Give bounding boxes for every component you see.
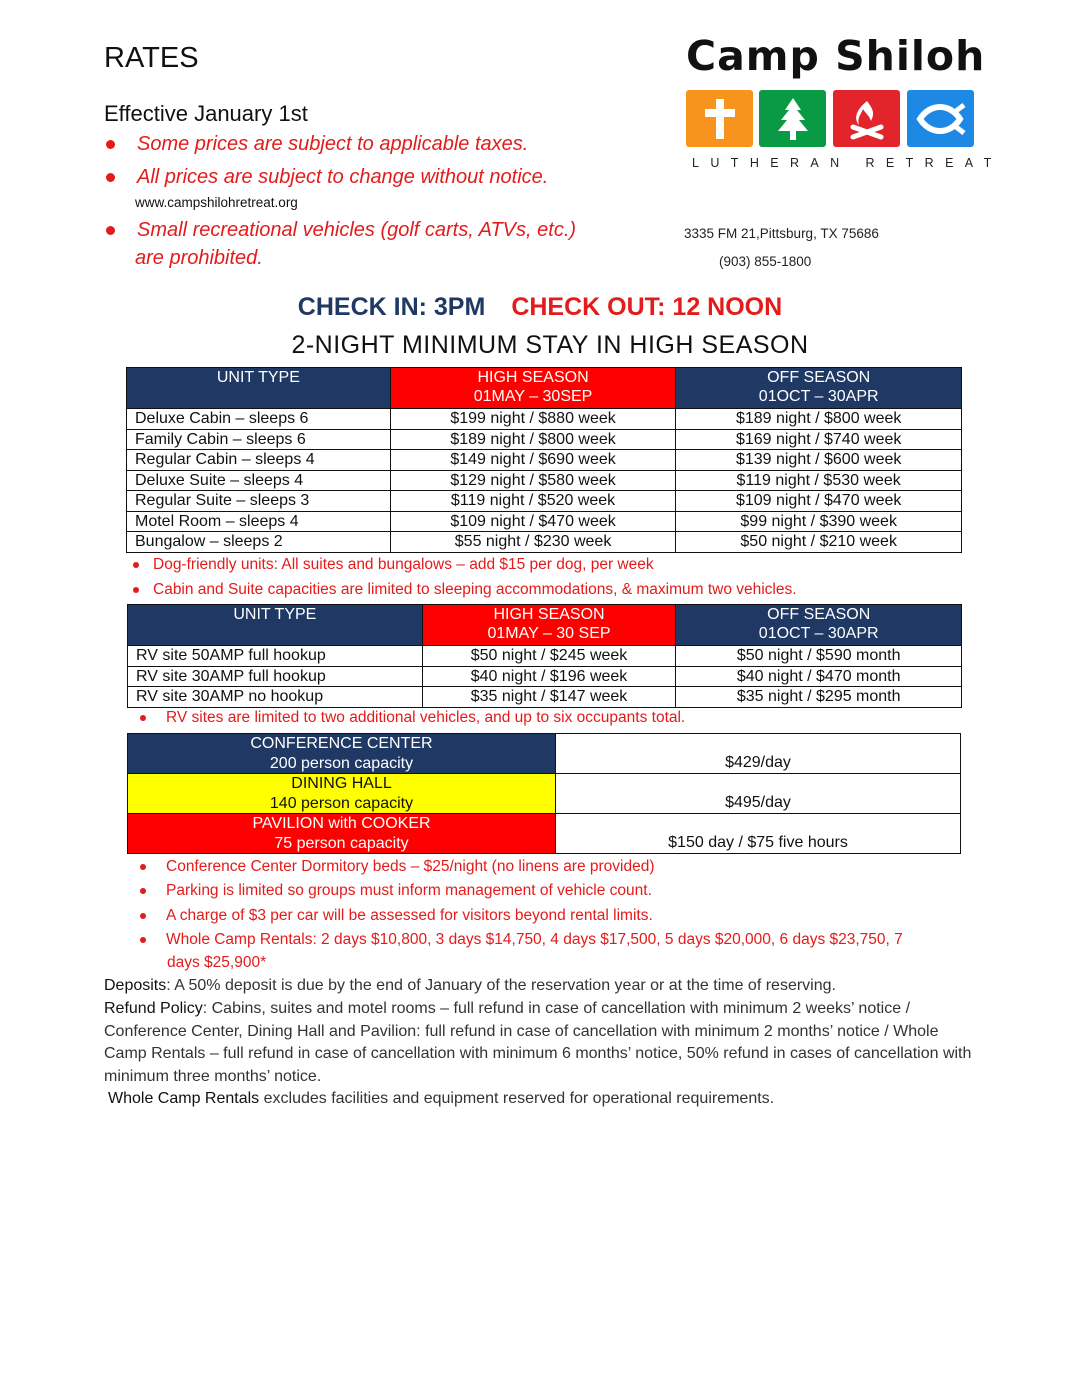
unit-type-cell: RV site 50AMP full hookup: [128, 646, 423, 667]
off-season-rate-cell: $139 night / $600 week: [676, 450, 962, 471]
note-dormitory: Conference Center Dormitory beds – $25/night (no linens are provided): [140, 858, 655, 876]
table-row: [127, 532, 962, 553]
note-rv: RV sites are limited to two additional vehicles, and up to six occupants total.: [140, 709, 685, 727]
off-season-rate-cell: $109 night / $470 week: [676, 491, 962, 512]
bullet-icon: [133, 562, 139, 568]
effective-date: Effective January 1st: [104, 101, 308, 126]
high-season-rate-cell: $50 night / $245 week: [422, 646, 676, 667]
notice-price-change: All prices are subject to change without notice.: [106, 166, 548, 189]
unit-type-cell: RV site 30AMP full hookup: [128, 666, 423, 687]
facility-row: [128, 774, 961, 814]
table-row: [128, 687, 962, 708]
note-parking: Parking is limited so groups must inform management of vehicle count.: [140, 882, 652, 900]
header-unit-type: UNIT TYPE: [128, 605, 423, 646]
note-dog-friendly: Dog-friendly units: All suites and bungalows – add $15 per dog, per week: [133, 556, 654, 574]
bullet-icon: [106, 140, 115, 149]
campfire-icon: [833, 90, 900, 147]
unit-type-cell: Deluxe Cabin – sleeps 6: [127, 409, 391, 430]
high-season-rate-cell: $119 night / $520 week: [390, 491, 676, 512]
tree-icon: [759, 90, 826, 147]
facility-row: [128, 734, 961, 774]
facility-price-cell: $429/day: [556, 734, 961, 774]
high-season-rate-cell: $189 night / $800 week: [390, 429, 676, 450]
table-row: [127, 491, 962, 512]
facility-row: [128, 814, 961, 854]
header-high-season: HIGH SEASON 01MAY – 30SEP: [390, 368, 676, 409]
unit-type-cell: Deluxe Suite – sleeps 4: [127, 470, 391, 491]
bullet-icon: [106, 173, 115, 182]
note-visitor-charge: A charge of $3 per car will be assessed for visitors beyond rental limits.: [140, 907, 653, 925]
unit-type-cell: Family Cabin – sleeps 6: [127, 429, 391, 450]
website-link[interactable]: www.campshilohretreat.org: [135, 195, 298, 210]
note-whole-camp: Whole Camp Rentals: 2 days $10,800, 3 days $14,750, 4 days $17,500, 5 days $20,000, 6 days $23,750, 7: [140, 931, 903, 949]
table-header: [128, 605, 962, 646]
table-row: [127, 429, 962, 450]
facility-rates-table: [127, 733, 961, 854]
facility-name: CONFERENCE CENTER: [250, 735, 433, 752]
bullet-icon: [140, 715, 146, 721]
table-row: [128, 666, 962, 687]
high-season-rate-cell: $109 night / $470 week: [390, 511, 676, 532]
bullet-icon: [133, 587, 139, 593]
cross-icon: [686, 90, 753, 147]
off-season-rate-cell: $169 night / $740 week: [676, 429, 962, 450]
phone: (903) 855-1800: [719, 254, 812, 269]
facility-price-cell: $495/day: [556, 774, 961, 814]
notice-vehicles: Small recreational vehicles (golf carts, ATVs, etc.): [106, 219, 576, 242]
minimum-stay: 2-NIGHT MINIMUM STAY IN HIGH SEASON: [291, 331, 809, 359]
off-season-rate-cell: $50 night / $210 week: [676, 532, 962, 553]
table-row: [128, 646, 962, 667]
bullet-icon: [140, 864, 146, 870]
whole-camp-policy: Whole Camp Rentals excludes facilities and equipment reserved for operational requirements.: [108, 1090, 775, 1107]
page-title: RATES: [104, 42, 199, 74]
bullet-icon: [106, 226, 115, 235]
off-season-rate-cell: $119 night / $530 week: [676, 470, 962, 491]
facility-name-cell: [128, 774, 556, 814]
table-row: [127, 409, 962, 430]
facility-name-cell: [128, 734, 556, 774]
high-season-rate-cell: $129 night / $580 week: [390, 470, 676, 491]
facility-price-cell: $150 day / $75 five hours: [556, 814, 961, 854]
high-season-rate-cell: $149 night / $690 week: [390, 450, 676, 471]
bullet-icon: [140, 937, 146, 943]
rv-rates-table: [127, 604, 962, 708]
off-season-rate-cell: $35 night / $295 month: [676, 687, 962, 708]
notice-vehicles-cont: are prohibited.: [135, 247, 263, 269]
note-capacity: Cabin and Suite capacities are limited to sleeping accommodations, & maximum two vehicles.: [133, 581, 797, 599]
checkin-checkout: [0, 293, 1080, 322]
address: 3335 FM 21,Pittsburg, TX 75686: [684, 226, 879, 241]
off-season-rate-cell: $50 night / $590 month: [676, 646, 962, 667]
table-row: [127, 470, 962, 491]
bullet-icon: [140, 888, 146, 894]
facility-capacity: 140 person capacity: [269, 794, 414, 812]
bullet-icon: [140, 913, 146, 919]
off-season-rate-cell: $40 night / $470 month: [676, 666, 962, 687]
unit-type-cell: Motel Room – sleeps 4: [127, 511, 391, 532]
facility-name-cell: [128, 814, 556, 854]
header-high-season: HIGH SEASON 01MAY – 30 SEP: [422, 605, 676, 646]
fish-icon: [907, 90, 974, 147]
camp-logo-wordmark: Camp Shiloh: [686, 32, 986, 80]
refund-policy: Refund Policy: Cabins, suites and motel rooms – full refund in case of cancellation with minimum 2 weeks’ notice / Conference Center, Dining Hall and Pavilion: full refund in case of cancellation with minimum 2 months’ notice / Whole Camp Rentals – full refund in case of cancellation with minimum 6 months’ notice, 50% refund in cases of cancellation with minimum three months’ notice.: [104, 1000, 972, 1085]
high-season-rate-cell: $35 night / $147 week: [422, 687, 676, 708]
unit-type-cell: Regular Suite – sleeps 3: [127, 491, 391, 512]
header-off-season: OFF SEASON 01OCT – 30APR: [676, 605, 962, 646]
header-off-season: OFF SEASON 01OCT – 30APR: [676, 368, 962, 409]
logo-subtitle: LUTHERAN RETREAT: [692, 156, 1003, 170]
facility-capacity: 200 person capacity: [269, 754, 414, 772]
notice-taxes: Some prices are subject to applicable taxes.: [106, 133, 528, 156]
unit-type-cell: RV site 30AMP no hookup: [128, 687, 423, 708]
facility-capacity: 75 person capacity: [274, 834, 409, 852]
note-whole-camp-cont: days $25,900*: [167, 954, 267, 971]
lodging-rates-table: [126, 367, 962, 553]
off-season-rate-cell: $99 night / $390 week: [676, 511, 962, 532]
high-season-rate-cell: $40 night / $196 week: [422, 666, 676, 687]
unit-type-cell: Bungalow – sleeps 2: [127, 532, 391, 553]
high-season-rate-cell: $199 night / $880 week: [390, 409, 676, 430]
high-season-rate-cell: $55 night / $230 week: [390, 532, 676, 553]
facility-name: DINING HALL: [291, 775, 392, 792]
off-season-rate-cell: $189 night / $800 week: [676, 409, 962, 430]
table-row: [127, 450, 962, 471]
unit-type-cell: Regular Cabin – sleeps 4: [127, 450, 391, 471]
table-header: [127, 368, 962, 409]
check-out-time: CHECK OUT: 12 NOON: [511, 293, 783, 321]
facility-name: PAVILION with COOKER: [252, 815, 431, 832]
header-unit-type: UNIT TYPE: [127, 368, 391, 409]
table-row: [127, 511, 962, 532]
check-in-time: CHECK IN: 3PM: [297, 293, 486, 321]
deposits-policy: Deposits: A 50% deposit is due by the end of January of the reservation year or at the time of reserving.: [104, 977, 836, 994]
